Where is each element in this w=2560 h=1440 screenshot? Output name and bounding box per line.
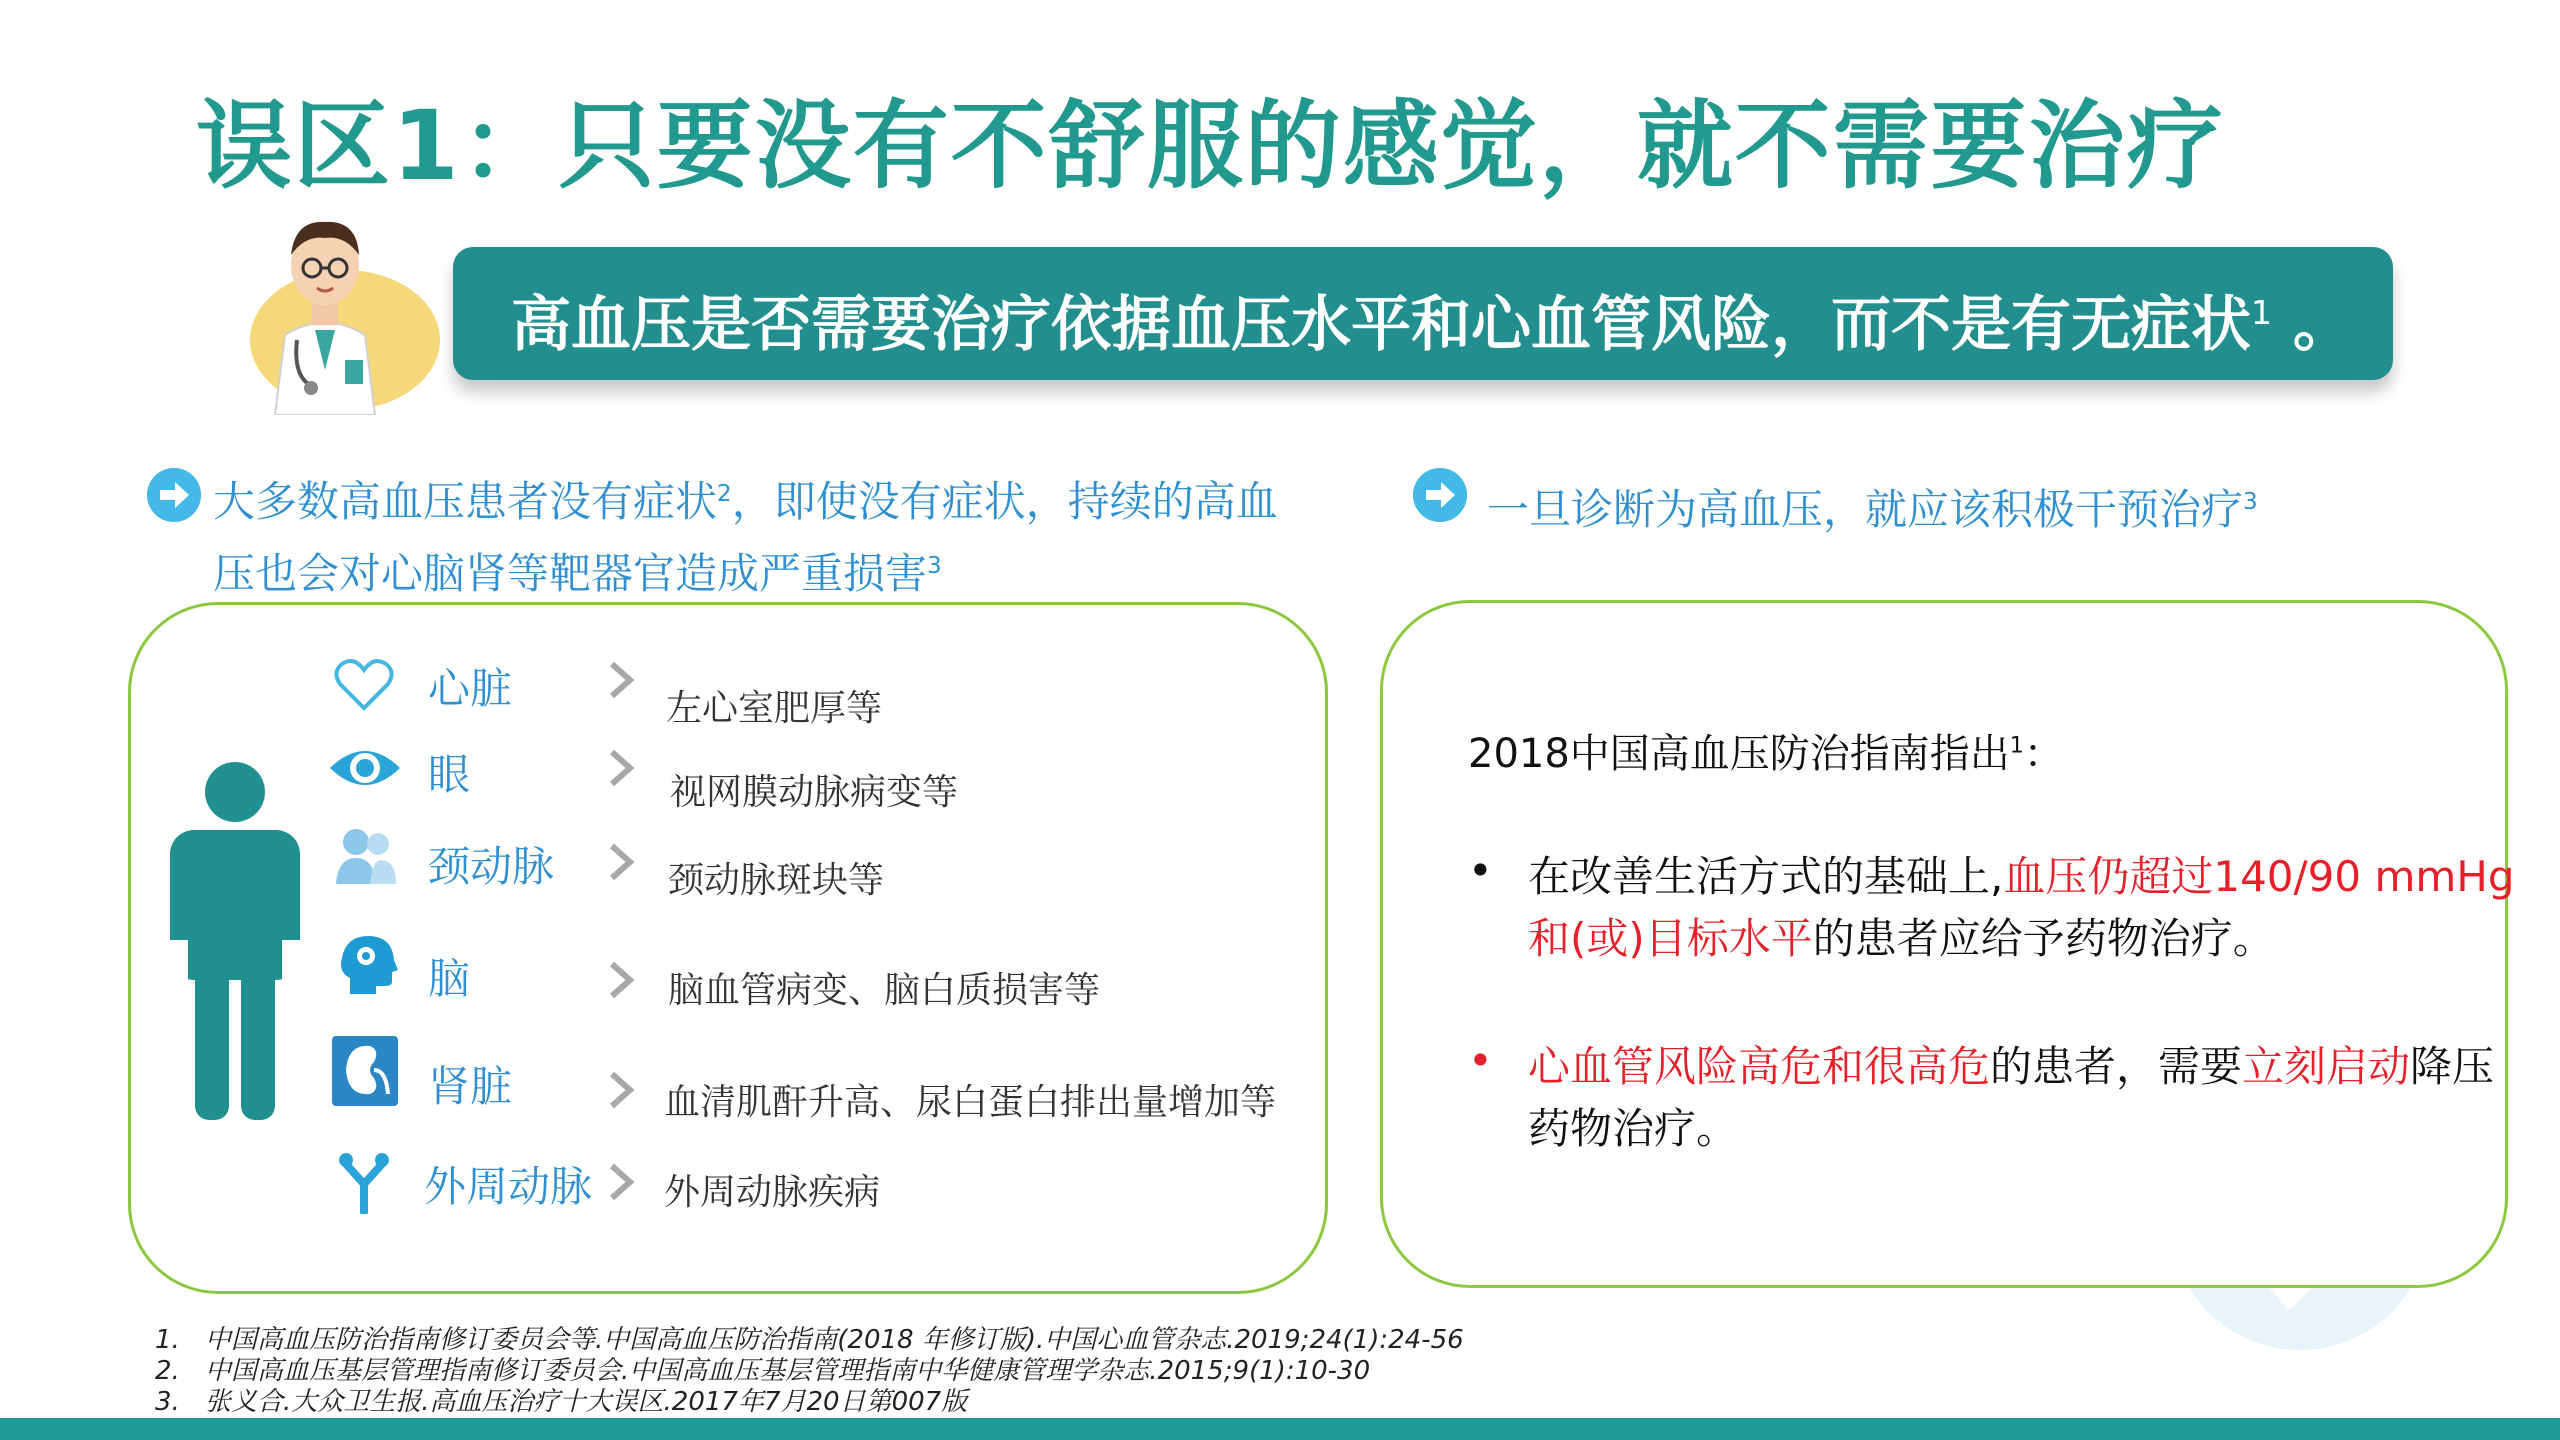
guideline-heading-tail: ： bbox=[2023, 731, 2064, 777]
guideline-item-1-text bbox=[1528, 846, 2528, 970]
key-message-banner bbox=[453, 247, 2393, 380]
chevron-right-icon bbox=[604, 1070, 638, 1110]
reference-item bbox=[155, 1387, 1464, 1418]
organ-desc: 左心室肥厚等 bbox=[666, 688, 883, 729]
heart-icon bbox=[332, 652, 396, 716]
arrow-circle-icon bbox=[147, 468, 201, 522]
item1-text-c: 的患者应给予药物治疗。 bbox=[1812, 914, 2275, 963]
reference-text: 张义合.大众卫生报.高血压治疗十大误区.2017年7月20日第007版 bbox=[205, 1387, 968, 1417]
guideline-item-1 bbox=[1468, 846, 2515, 963]
right-bullet-main: 一旦诊断为高血压，就应该积极干预治疗 bbox=[1487, 485, 2244, 534]
left-bullet-line2: 压也会对心脑肾等靶器官造成严重损害 bbox=[213, 549, 928, 598]
item2-text-red-a: 心血管风险高危和很高危 bbox=[1528, 1042, 1991, 1091]
human-body-icon bbox=[165, 760, 305, 1120]
kidney-icon bbox=[330, 1034, 400, 1108]
organ-name: 肾脏 bbox=[428, 1062, 513, 1111]
organ-desc: 视网膜动脉病变等 bbox=[670, 772, 959, 813]
chevron-right-icon bbox=[604, 842, 638, 882]
organ-desc: 血清肌酐升高、尿白蛋白排出量增加等 bbox=[664, 1082, 1277, 1123]
brain-head-icon bbox=[336, 932, 400, 996]
organ-desc: 颈动脉斑块等 bbox=[668, 860, 885, 901]
item2-text-b: 的患者，需要 bbox=[1990, 1042, 2243, 1091]
item1-text-red: 血压仍超过140/90 mmHg 和(或)目标水平 bbox=[1528, 852, 2515, 963]
chevron-right-icon bbox=[604, 660, 638, 700]
guideline-heading bbox=[1468, 722, 2064, 779]
banner-tail: 。 bbox=[2272, 290, 2353, 360]
left-bullet-text bbox=[213, 462, 1333, 606]
organ-desc: 外周动脉疾病 bbox=[664, 1172, 881, 1213]
carotid-users-icon bbox=[334, 824, 398, 888]
reference-text: 中国高血压防治指南修订委员会等.中国高血压防治指南(2018 年修订版).中国心血管杂志.2019;24(1):24-56 bbox=[205, 1325, 1464, 1355]
item1-text-a: 在改善生活方式的基础上, bbox=[1528, 852, 2004, 901]
organ-name: 脑 bbox=[428, 954, 471, 1003]
arrow-circle-icon bbox=[1413, 468, 1467, 522]
chevron-right-icon bbox=[604, 748, 638, 788]
left-bullet-line1b: ，即使没有症状，持续的高血 bbox=[731, 477, 1278, 526]
item2-text-red-c: 立刻启动 bbox=[2242, 1042, 2411, 1091]
eye-icon bbox=[326, 740, 404, 796]
reference-item bbox=[155, 1356, 1464, 1387]
organ-name: 心脏 bbox=[428, 664, 513, 713]
bullet-dot: • bbox=[1468, 1036, 1493, 1085]
organ-name: 颈动脉 bbox=[428, 842, 555, 891]
reference-num: 1. bbox=[155, 1325, 180, 1355]
peripheral-artery-icon bbox=[336, 1150, 392, 1214]
guideline-heading-text: 2018中国高血压防治指南指出 bbox=[1468, 731, 2010, 777]
banner-ref-sup: 1 bbox=[2251, 293, 2272, 332]
banner-main-text: 高血压是否需要治疗依据血压水平和心血管风险，而不是有无症状 bbox=[511, 290, 2251, 360]
organ-name: 眼 bbox=[428, 750, 471, 799]
page-title: 误区1：只要没有不舒服的感觉，就不需要治疗 bbox=[196, 90, 2225, 202]
right-bullet-sup: 3 bbox=[2243, 489, 2258, 515]
doctor-illustration bbox=[205, 200, 445, 415]
organ-name: 外周动脉 bbox=[424, 1162, 593, 1211]
chevron-right-icon bbox=[604, 1162, 638, 1202]
organ-desc: 脑血管病变、脑白质损害等 bbox=[668, 970, 1101, 1011]
guideline-item-2-text bbox=[1528, 1036, 2528, 1160]
left-bullet-sup2: 3 bbox=[927, 553, 942, 579]
reference-num: 2. bbox=[155, 1356, 180, 1386]
reference-text: 中国高血压基层管理指南修订委员会.中国高血压基层管理指南中华健康管理学杂志.2015;9(1):10-30 bbox=[205, 1356, 1371, 1386]
left-bullet-line1: 大多数高血压患者没有症状 bbox=[213, 477, 718, 526]
left-bullet-sup1: 2 bbox=[717, 481, 732, 507]
reference-num: 3. bbox=[155, 1387, 180, 1417]
banner-text bbox=[511, 277, 2353, 363]
reference-item bbox=[155, 1325, 1464, 1356]
bullet-dot: • bbox=[1468, 846, 1493, 895]
chevron-right-icon bbox=[604, 960, 638, 1000]
guideline-heading-sup: 1 bbox=[2009, 733, 2024, 759]
item2-text-d: 降压药物治疗。 bbox=[1528, 1042, 2495, 1153]
references bbox=[155, 1325, 1464, 1418]
bottom-bar bbox=[0, 1418, 2560, 1440]
guideline-item-2 bbox=[1468, 1036, 2495, 1153]
right-bullet-text bbox=[1487, 470, 2258, 542]
